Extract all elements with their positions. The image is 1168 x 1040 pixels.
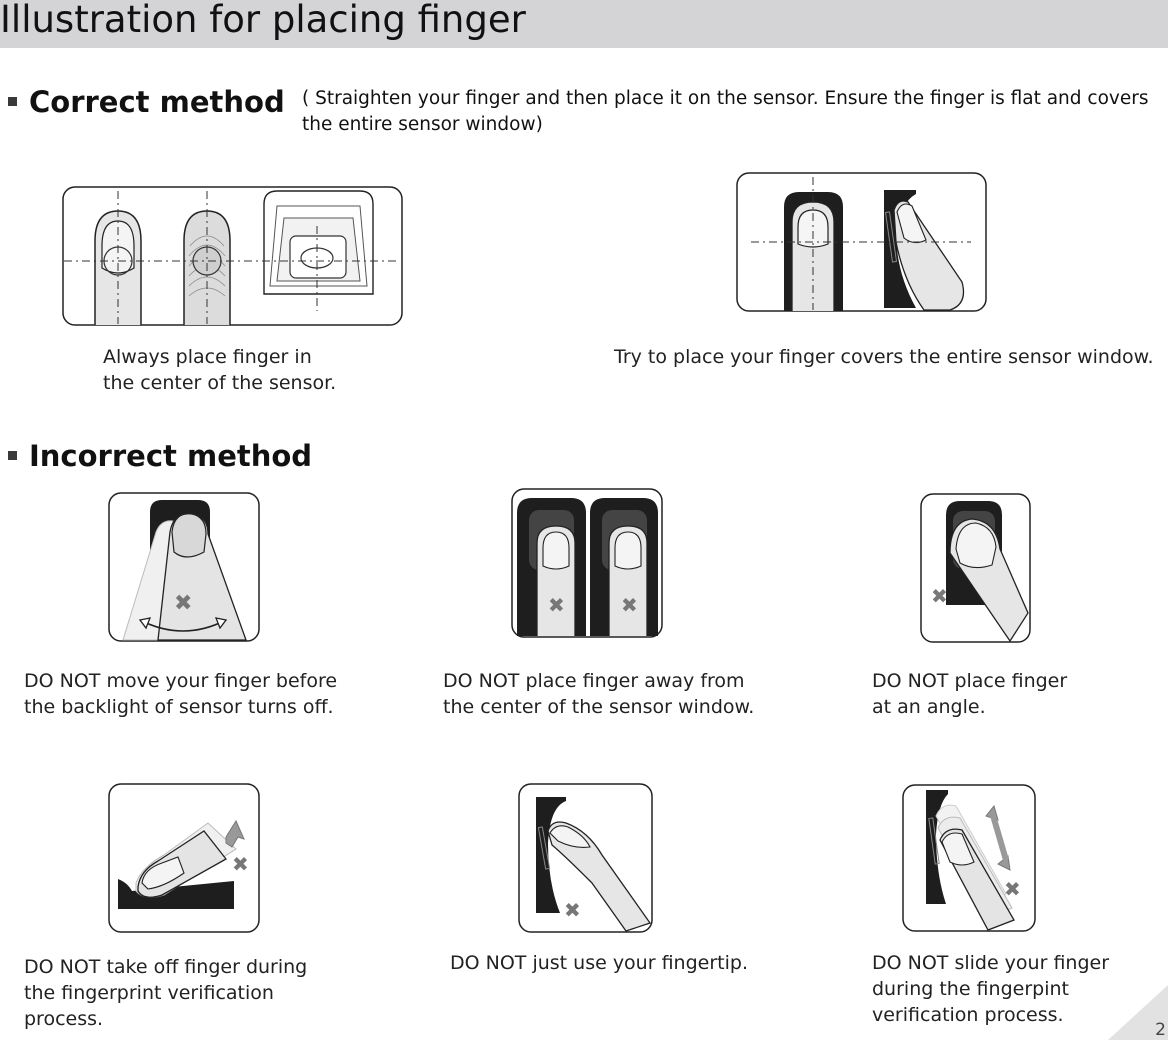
page-number: 2 bbox=[1155, 1020, 1166, 1040]
svg-text:✖: ✖ bbox=[621, 593, 638, 617]
caption-correct-cover: Try to place your finger covers the entire sensor window. bbox=[614, 346, 1154, 368]
incorrect-method-title: Incorrect method bbox=[29, 439, 313, 473]
caption-incorrect-fingertip: DO NOT just use your fingertip. bbox=[450, 952, 748, 974]
caption-incorrect-offcenter: DO NOT place finger away from the center of the sensor window. bbox=[443, 670, 755, 718]
svg-text:✖: ✖ bbox=[232, 852, 249, 876]
caption-correct-center: Always place finger in the center of the sensor. bbox=[103, 346, 337, 394]
incorrect-takeoff-illustration bbox=[108, 783, 261, 935]
svg-text:✖: ✖ bbox=[548, 593, 565, 617]
caption-incorrect-takeoff: DO NOT take off finger during the fingerprint verification process. bbox=[24, 956, 308, 1030]
incorrect-fingertip-illustration bbox=[518, 783, 654, 935]
incorrect-method-heading bbox=[8, 438, 312, 474]
caption-incorrect-angle: DO NOT place finger at an angle. bbox=[872, 670, 1068, 718]
caption-incorrect-move: DO NOT move your finger before the backlight of sensor turns off. bbox=[24, 670, 338, 718]
correct-method-title: Correct method bbox=[29, 85, 285, 119]
svg-text:✖: ✖ bbox=[564, 898, 581, 922]
header-bar bbox=[0, 0, 1168, 48]
correct-method-heading bbox=[8, 84, 285, 120]
incorrect-move-illustration bbox=[108, 492, 261, 644]
incorrect-offcenter-illustration bbox=[511, 488, 664, 640]
svg-text:✖: ✖ bbox=[931, 584, 948, 608]
incorrect-slide-illustration bbox=[902, 784, 1037, 934]
square-bullet-icon bbox=[8, 97, 17, 106]
correct-cover-illustration bbox=[736, 172, 988, 314]
page-number-corner bbox=[1108, 985, 1168, 1040]
square-bullet-icon bbox=[8, 451, 17, 460]
caption-incorrect-slide: DO NOT slide your finger during the fingerpint verification process. bbox=[872, 952, 1110, 1026]
page-title: Illustration for placing finger bbox=[0, 0, 526, 41]
svg-text:✖: ✖ bbox=[1004, 877, 1021, 901]
incorrect-angle-illustration bbox=[920, 493, 1032, 645]
cross-icon: ✖ bbox=[174, 591, 193, 616]
correct-method-note: ( Straighten your finger and then place it on the sensor. Ensure the finger is flat and covers the entire sensor window) bbox=[302, 88, 1149, 135]
correct-center-illustration bbox=[62, 186, 404, 328]
